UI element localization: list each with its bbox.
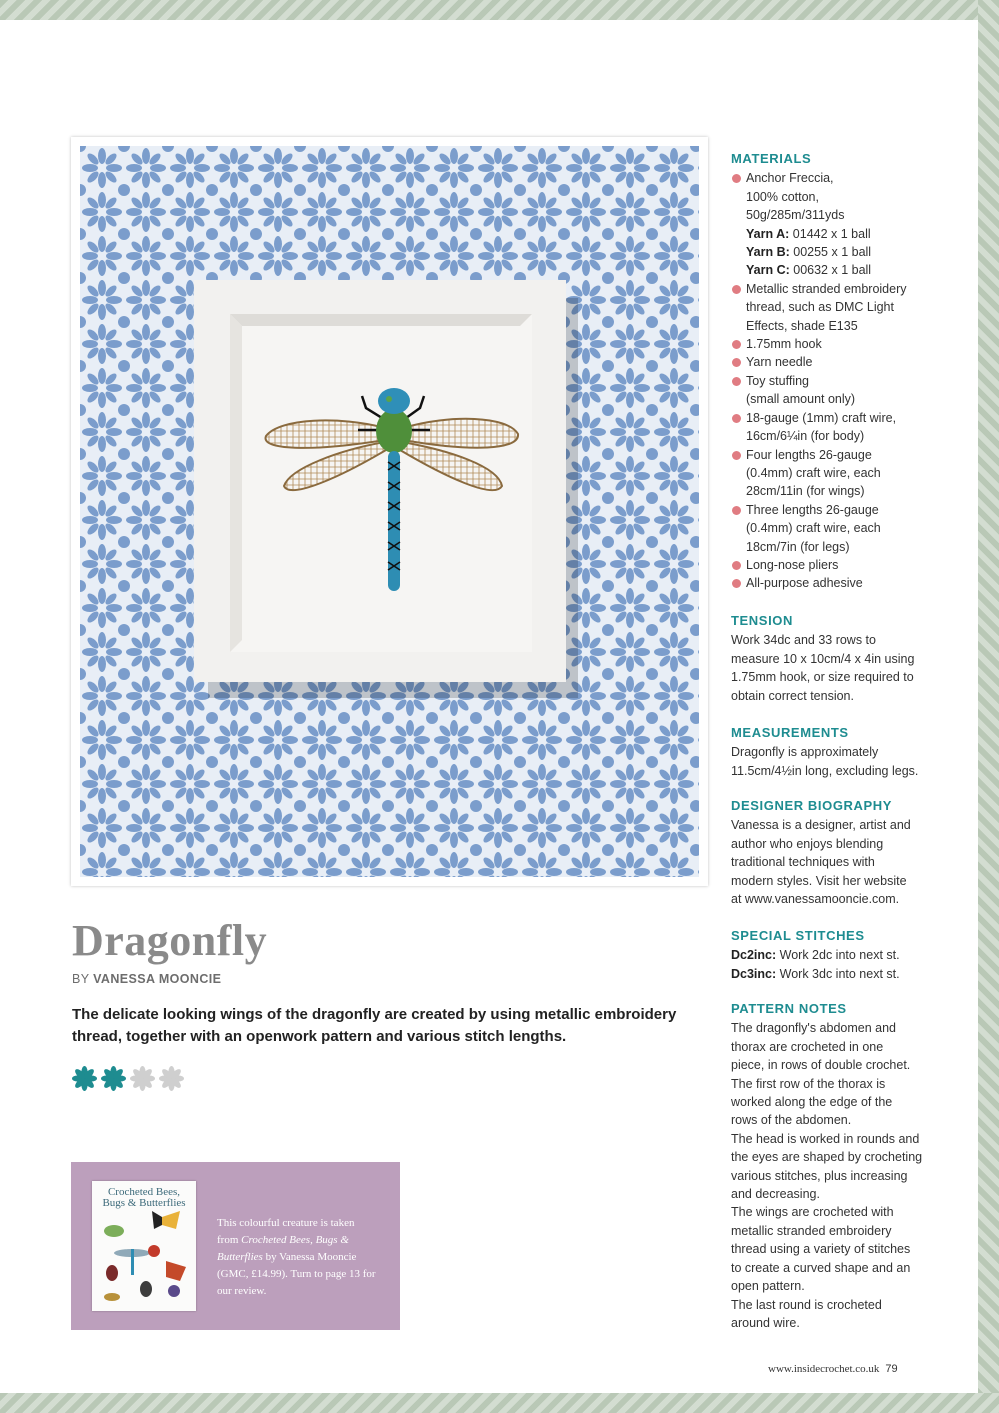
biography-line: at www.vanessamooncie.com. (731, 892, 900, 907)
materials-item (731, 317, 936, 335)
materials-item (731, 519, 936, 537)
materials-item-label: Yarn B: (746, 245, 790, 260)
materials-item (731, 225, 936, 243)
book-caption-title: Crocheted Bees, Bugs & Butterflies (217, 1234, 349, 1263)
materials-item-text: Metallic stranded embroidery (746, 281, 907, 296)
materials-item (731, 482, 936, 500)
biography-line: Vanessa is a designer, artist and (731, 818, 911, 833)
materials-item (731, 261, 936, 279)
materials-item-text: Toy stuffing (746, 373, 810, 388)
pinked-edge-bottom (0, 1393, 999, 1413)
pattern-notes-heading: PATTERN NOTES (731, 1001, 847, 1016)
materials-item (731, 390, 936, 408)
pattern-notes-line: worked along the edge of the (731, 1095, 893, 1110)
biography-text (731, 816, 936, 908)
book-caption-part1: This colourful creature is taken from (217, 1217, 355, 1246)
pattern-notes-line: rows of the abdomen. (731, 1113, 852, 1128)
pattern-notes-line: The last round is crocheted (731, 1297, 882, 1312)
materials-item-text: 00255 x 1 ball (789, 245, 872, 260)
biography-heading: DESIGNER BIOGRAPHY (731, 798, 893, 813)
materials-item-label: Yarn A: (746, 226, 790, 241)
tension-section (731, 612, 936, 705)
pattern-notes-line: and decreasing. (731, 1187, 820, 1202)
materials-item (731, 335, 936, 353)
biography-line: traditional techniques with (731, 855, 875, 870)
page-number: 79 (885, 1363, 898, 1375)
pattern-notes-line: The dragonfly's abdomen and (731, 1021, 896, 1036)
dragonfly-photo-illustration (80, 146, 699, 877)
page-footer (768, 1363, 898, 1375)
tension-heading: TENSION (731, 613, 793, 628)
materials-item-text: 50g/285m/311yds (746, 208, 845, 223)
special-stitch-item (731, 946, 936, 964)
measurements-line: Dragonfly is approximately (731, 745, 879, 760)
materials-item (731, 574, 936, 592)
tension-line: obtain correct tension. (731, 688, 854, 703)
footer-url[interactable]: www.insidecrochet.co.uk (768, 1363, 880, 1375)
materials-item-text: 16cm/6¼in (for body) (746, 429, 865, 444)
materials-item (731, 464, 936, 482)
tension-line: measure 10 x 10cm/4 x 4in using (731, 651, 915, 666)
materials-item (731, 206, 936, 224)
pattern-notes-line: around wire. (731, 1315, 800, 1330)
materials-heading: MATERIALS (731, 151, 812, 166)
book-caption (217, 1215, 377, 1300)
biography-line: author who enjoys blending (731, 836, 884, 851)
materials-item-text: 18cm/7in (for legs) (746, 539, 850, 554)
materials-item (731, 169, 936, 187)
pattern-notes-line: open pattern. (731, 1279, 805, 1294)
author-name: VANESSA MOONCIE (93, 972, 222, 986)
special-stitches-list (731, 946, 936, 983)
materials-item (731, 372, 936, 390)
pattern-notes-line: thread using a variety of stitches (731, 1242, 911, 1257)
byline-prefix: BY (72, 972, 90, 986)
materials-item-text: 00632 x 1 ball (789, 263, 872, 278)
materials-item-text: (0.4mm) craft wire, each (746, 521, 881, 536)
measurements-line: 11.5cm/4½in long, excluding legs. (731, 763, 919, 778)
pattern-notes-line: the eyes are shaped by crocheting (731, 1150, 923, 1165)
difficulty-star-filled-icon (72, 1066, 97, 1091)
intro-text: The delicate looking wings of the dragonfly are created by using metallic embroidery thread, together with an openwork pattern and various stitch lengths. (72, 1006, 677, 1045)
biography-section (731, 797, 936, 908)
measurements-section (731, 724, 936, 780)
materials-section (731, 150, 936, 593)
materials-item-text: Three lengths 26-gauge (746, 502, 879, 517)
measurements-text (731, 743, 936, 780)
materials-item-text: 28cm/11in (for wings) (746, 484, 865, 499)
materials-item-text: 1.75mm hook (746, 337, 822, 352)
pattern-notes-line: piece, in rows of double crochet. (731, 1058, 911, 1073)
materials-item-text: Four lengths 26-gauge (746, 447, 872, 462)
pinked-edge-right (978, 0, 999, 1413)
pinked-edge-top (0, 0, 999, 22)
pattern-notes-line: thorax are crocheted in one (731, 1039, 884, 1054)
book-cover (92, 1181, 196, 1311)
materials-item (731, 538, 936, 556)
materials-list (731, 169, 936, 592)
materials-item (731, 298, 936, 316)
pattern-notes-line: The head is worked in rounds and (731, 1131, 920, 1146)
pattern-notes-line: The first row of the thorax is (731, 1076, 886, 1091)
article-title: Dragonfly (72, 916, 268, 965)
materials-item (731, 243, 936, 261)
difficulty-rating (72, 1066, 184, 1091)
materials-item (731, 446, 936, 464)
byline (72, 972, 221, 986)
biography-line: modern styles. Visit her website (731, 873, 907, 888)
tension-text (731, 631, 936, 705)
materials-item-text: thread, such as DMC Light (746, 300, 894, 315)
book-promo-box (71, 1162, 400, 1330)
special-stitches-section (731, 927, 936, 983)
materials-item (731, 409, 936, 427)
book-cover-insects-illustration (92, 1181, 196, 1311)
materials-item (731, 353, 936, 371)
materials-item (731, 280, 936, 298)
pattern-notes-line: metallic stranded embroidery (731, 1223, 892, 1238)
materials-item (731, 501, 936, 519)
materials-item-text: Anchor Freccia, (746, 171, 834, 186)
materials-item-text: (small amount only) (746, 392, 856, 407)
materials-item (731, 556, 936, 574)
tension-line: Work 34dc and 33 rows to (731, 633, 876, 648)
difficulty-star-empty-icon (130, 1066, 155, 1091)
pattern-notes-section (731, 1000, 936, 1332)
materials-item-text: Long-nose pliers (746, 557, 839, 572)
dragonfly-photo (71, 137, 708, 886)
special-stitch-text: Work 2dc into next st. (776, 948, 900, 963)
materials-item-label: Yarn C: (746, 263, 790, 278)
pattern-notes-line: various stitches, plus increasing (731, 1168, 908, 1183)
difficulty-star-filled-icon (101, 1066, 126, 1091)
special-stitch-label: Dc2inc: (731, 948, 777, 963)
materials-item-text: 01442 x 1 ball (789, 226, 871, 241)
book-caption-part2: by Vanessa Mooncie (GMC, £14.99). Turn to page 13 for our review. (217, 1251, 376, 1297)
materials-item-text: Effects, shade E135 (746, 318, 858, 333)
materials-item-text: Yarn needle (746, 355, 813, 370)
special-stitch-label: Dc3inc: (731, 966, 777, 981)
materials-item-text: 100% cotton, (746, 189, 819, 204)
book-cover-title-line2: Bugs & Butterflies (102, 1197, 186, 1209)
pattern-notes-line: The wings are crocheted with (731, 1205, 894, 1220)
difficulty-star-empty-icon (159, 1066, 184, 1091)
pattern-notes-text (731, 1019, 936, 1332)
measurements-heading: MEASUREMENTS (731, 725, 849, 740)
materials-item (731, 427, 936, 445)
pattern-notes-line: to create a curved shape and an (731, 1260, 911, 1275)
special-stitch-item (731, 965, 936, 983)
materials-item-text: 18-gauge (1mm) craft wire, (746, 410, 897, 425)
materials-item-text: All-purpose adhesive (746, 576, 863, 591)
book-cover-title-line1: Crocheted Bees, (107, 1186, 181, 1198)
materials-item-text: (0.4mm) craft wire, each (746, 465, 881, 480)
special-stitch-text: Work 3dc into next st. (776, 966, 900, 981)
materials-item (731, 188, 936, 206)
tension-line: 1.75mm hook, or size required to (731, 670, 914, 685)
special-stitches-heading: SPECIAL STITCHES (731, 928, 865, 943)
